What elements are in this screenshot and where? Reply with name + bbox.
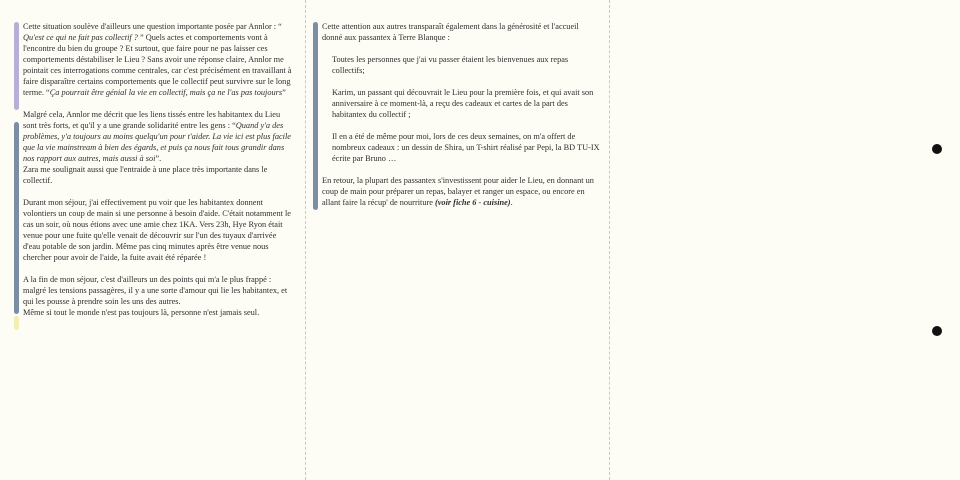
paragraph-passantex-help <box>322 175 600 208</box>
quote-text: Quand y'a des problèmes, y'a toujours au moins quelqu'un pour t'aider. La vie ici est plus facile que la vie mainstream à bien des égards, et puis ça nous fait tous grandir dans nos rapport aux autres, mais aussi à soi <box>23 121 291 163</box>
text-column-left <box>23 21 295 318</box>
list-item-gifts: Il en a été de même pour moi, lors de ces deux semaines, on m'a offert de nombreux cadeaux : un dessin de Shira, un T-shirt réalisé par Pepi, la BD TU-IX écrite par Bruno … <box>332 132 600 163</box>
accent-bar-yellow <box>14 316 19 330</box>
text-span: . <box>510 198 513 207</box>
text-column-middle <box>322 21 600 208</box>
text-span: Malgré cela, Annlor me décrit que les liens tissés entre les habitantex du Lieu sont très forts, et qu'il y a une grande solidarité entre les gens : “ <box>23 110 281 130</box>
paragraph-leak-story: Durant mon séjour, j'ai effectivement pu voir que les habitantex donnent volontiers un coup de main si une personne à besoin d'aide. C'était notamment le cas un soir, où nous étions avec une amie chez 1KA. Vers 23h, Hye Ryon était venue pour une fuite qu'elle venait de découvrir sur l'un des tuyaux d'arrivée d'eau potable de son jardin. Même pas cinq minutes après être venue nous chercher pour avoir de l'aide, la fuite avait été réparée ! <box>23 198 291 262</box>
text-span: Cette situation soulève d'ailleurs une question importante posée par Annlor : “ <box>23 22 282 31</box>
column-divider-2 <box>609 0 610 480</box>
text-span: ”. <box>155 154 162 163</box>
column-divider-1 <box>305 0 306 480</box>
cross-reference-link[interactable]: (voir fiche 6 - cuisine) <box>434 198 511 207</box>
list-item-karim: Karim, un passant qui découvrait le Lieu pour la première fois, et qui avait son anniversaire à ce moment-là, a reçu des cadeaux et cartes de la part des habitantex du collectif ; <box>332 88 594 119</box>
paragraph-solidarity <box>23 109 295 164</box>
paragraph-mutual-aid: Zara me soulignait aussi que l'entraide à une place très importante dans le collectif. <box>23 165 268 185</box>
binder-hole-mark-top <box>932 144 942 154</box>
paragraph-collective-question <box>23 21 295 98</box>
text-span: En retour, la plupart des passantex s'investissent pour aider le Lieu, en donnant un coup de main pour préparer un repas, balayer et ranger un espace, ou encore en allant faire la récup' de nourriture <box>322 176 594 207</box>
quote-text: Qu'est ce qui ne fait pas collectif ? <box>23 33 138 42</box>
binder-hole-mark-bottom <box>932 326 942 336</box>
accent-bar-slate-col1 <box>14 122 19 314</box>
accent-bar-lavender <box>14 22 19 110</box>
list-item-meals: Toutes les personnes que j'ai vu passer étaient les bienvenues aux repas collectifs; <box>332 55 569 75</box>
quote-text: Ça pourrait être génial la vie en collectif, mais ça ne l'as pas toujours <box>49 88 283 97</box>
paragraph-never-alone: Même si tout le monde n'est pas toujours là, personne n'est jamais seul. <box>23 308 260 317</box>
paragraph-end-of-stay: A la fin de mon séjour, c'est d'ailleurs un des points qui m'a le plus frappé : malgré les tensions passagères, il y a une sorte d'amour qui lie les habitantex, et qui les pousse à prendre soin les uns des autres. <box>23 275 288 306</box>
accent-bar-slate-col2 <box>313 22 318 210</box>
text-span: ” <box>282 88 286 97</box>
paragraph-generosity-intro: Cette attention aux autres transparaît également dans la générosité et l'accueil donné aux passantex à Terre Blanque : <box>322 22 579 42</box>
text-span: ” Quels actes et comportements vont à l'encontre du bien du groupe ? Et surtout, que faire pour ne pas laisser ces comportements déstabiliser le Lieu ? Sans avoir une réponse claire, Annlor me pointait ces interrogations comme centrales, car c'est précisément en travaillant à faire disparaître certains comportements que le collectif peut survivre sur le long terme. “ <box>23 33 292 97</box>
